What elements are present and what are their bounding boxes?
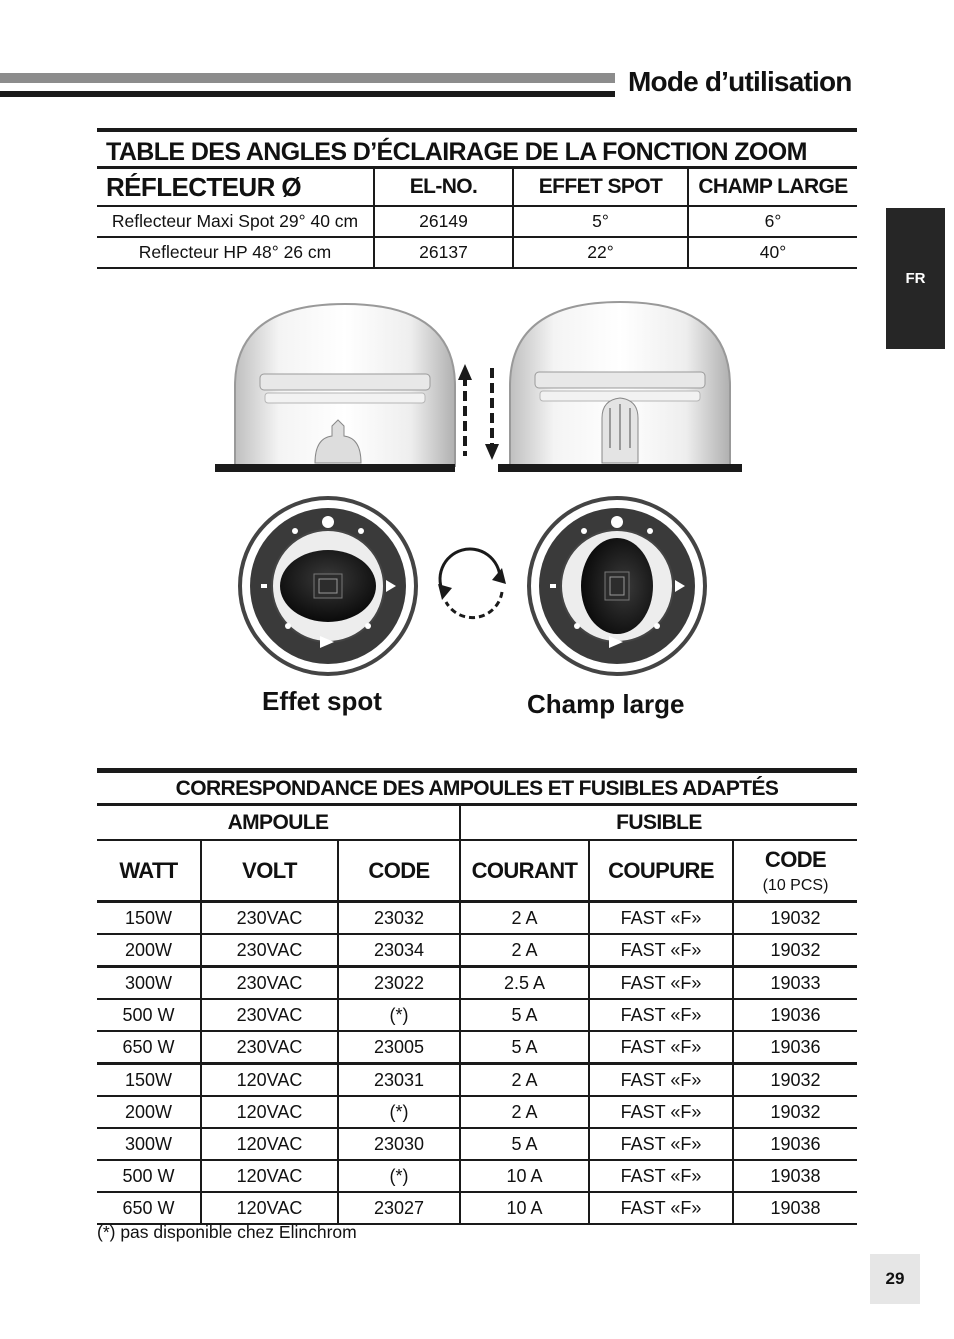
page-title: Mode d’utilisation: [628, 66, 852, 97]
table-cell: 150W: [97, 1065, 202, 1095]
table-cell: 150W: [97, 903, 202, 933]
table-cell: 23032: [339, 903, 461, 933]
table-cell: 23034: [339, 935, 461, 965]
table-cell: FAST «F»: [590, 1097, 734, 1127]
table-cell: FAST «F»: [590, 1193, 734, 1223]
header-courant: COURANT: [461, 841, 590, 900]
table-cell: 19032: [770, 907, 821, 928]
table-cell: 650 W: [97, 1032, 202, 1062]
table-row: [97, 1097, 857, 1129]
table-cell: 2 A: [461, 1065, 590, 1095]
caption-effet-spot: Effet spot: [262, 686, 382, 716]
table-cell: 300W: [97, 968, 202, 998]
table-cell: 23027: [339, 1193, 461, 1223]
table-cell: (*): [339, 1000, 461, 1030]
table-cell: 19033: [770, 972, 821, 993]
table-cell: 5 A: [461, 1032, 590, 1062]
table-cell: 120VAC: [202, 1193, 339, 1223]
header-coupure: COUPURE: [590, 841, 734, 900]
table-cell: 19032: [770, 1101, 821, 1122]
table-cell: 230VAC: [202, 935, 339, 965]
header-effet-spot: EFFET SPOT: [514, 169, 689, 205]
zoom-illustration: [210, 298, 750, 678]
table-cell: 22°: [514, 238, 689, 267]
table-cell: 120VAC: [202, 1129, 339, 1159]
table-cell: Reflecteur HP 48° 26 cm: [97, 238, 375, 267]
table-cell: 300W: [97, 1129, 202, 1159]
table-cell: 23022: [339, 968, 461, 998]
header-black-rule: [0, 91, 615, 97]
table-cell: 19038: [770, 1165, 821, 1186]
table-cell: 200W: [97, 1097, 202, 1127]
table-row: [97, 1161, 857, 1193]
table-cell: 650 W: [97, 1193, 202, 1223]
table-cell: 230VAC: [202, 903, 339, 933]
bulbs-fuses-table-title: CORRESPONDANCE DES AMPOULES ET FUSIBLES ADAPTÉS: [175, 777, 779, 800]
zoom-knob-spot-icon: [240, 498, 416, 674]
zoom-angles-table: [97, 128, 857, 269]
table-cell: 200W: [97, 935, 202, 965]
table-cell: 5 A: [461, 1129, 590, 1159]
group-ampoule: AMPOULE: [97, 806, 461, 839]
table-cell: FAST «F»: [590, 1161, 734, 1191]
table-cell: 19036: [770, 1036, 821, 1057]
page-number: 29: [870, 1254, 920, 1304]
table-cell: 19036: [770, 1133, 821, 1154]
table-cell: 19038: [770, 1197, 821, 1218]
table-cell: FAST «F»: [590, 968, 734, 998]
table-cell: 2 A: [461, 903, 590, 933]
table-cell: FAST «F»: [590, 1065, 734, 1095]
language-tab: [886, 208, 945, 349]
header-fuse-code: [734, 841, 857, 900]
table-cell: 500 W: [97, 1000, 202, 1030]
table-cell: 230VAC: [202, 1000, 339, 1030]
header-fuse-code-sub: (10 PCS): [762, 876, 829, 894]
bulbs-fuses-table: [97, 768, 857, 1225]
rotate-arrows-icon: [438, 549, 506, 618]
table-cell: 19036: [770, 1004, 821, 1025]
table-cell: 500 W: [97, 1161, 202, 1191]
language-tab-label: FR: [905, 270, 926, 287]
header-watt: WATT: [97, 841, 202, 900]
table-cell: FAST «F»: [590, 935, 734, 965]
header-reflector: RÉFLECTEUR Ø: [97, 169, 375, 205]
table-cell: 2.5 A: [461, 968, 590, 998]
table-row: [97, 1129, 857, 1161]
header-fuse-code-label: CODE: [764, 846, 827, 872]
table-row: [97, 903, 857, 935]
table-cell: 19032: [770, 1069, 821, 1090]
table-row: [97, 1032, 857, 1065]
table-cell: 19032: [770, 939, 821, 960]
table-cell: 5 A: [461, 1000, 590, 1030]
table-cell: 5°: [514, 207, 689, 236]
table-cell: FAST «F»: [590, 1129, 734, 1159]
table-cell: 10 A: [461, 1161, 590, 1191]
table-cell: 23031: [339, 1065, 461, 1095]
zoom-angles-header-row: [97, 169, 857, 207]
table-cell: 23005: [339, 1032, 461, 1062]
table-row: [97, 935, 857, 968]
table-cell: 120VAC: [202, 1097, 339, 1127]
zoom-direction-arrows-icon: [458, 364, 499, 460]
table-cell: (*): [339, 1097, 461, 1127]
table-row: [97, 968, 857, 1000]
header-champ-large: CHAMP LARGE: [698, 175, 848, 198]
table-cell: 26149: [375, 207, 514, 236]
table-cell: 26137: [375, 238, 514, 267]
table-row: [97, 1193, 857, 1225]
table-cell: FAST «F»: [590, 903, 734, 933]
group-fusible: FUSIBLE: [616, 810, 702, 834]
table-cell: 40°: [759, 242, 787, 262]
glass-dome-right-icon: [498, 302, 742, 472]
table-cell: Reflecteur Maxi Spot 29° 40 cm: [97, 207, 375, 236]
header-grey-rule: [0, 73, 615, 83]
zoom-angles-table-title: TABLE DES ANGLES D’ÉCLAIRAGE DE LA FONCTION ZOOM: [106, 138, 807, 166]
header-volt: VOLT: [202, 841, 339, 900]
table-cell: FAST «F»: [590, 1032, 734, 1062]
header-code: CODE: [339, 841, 461, 900]
table-row: [97, 1065, 857, 1097]
table-cell: 10 A: [461, 1193, 590, 1223]
table-cell: 6°: [764, 211, 782, 231]
table-cell: 23030: [339, 1129, 461, 1159]
group-header-row: [97, 806, 857, 841]
table-cell: 230VAC: [202, 968, 339, 998]
glass-dome-left-icon: [215, 304, 455, 472]
column-header-row: [97, 841, 857, 903]
zoom-knob-wide-icon: [529, 498, 705, 674]
table-row: [97, 238, 857, 269]
table-cell: FAST «F»: [590, 1000, 734, 1030]
table-cell: 120VAC: [202, 1161, 339, 1191]
table-cell: 2 A: [461, 935, 590, 965]
footnote: (*) pas disponible chez Elinchrom: [97, 1222, 357, 1242]
table-row: [97, 207, 857, 238]
table-cell: (*): [339, 1161, 461, 1191]
caption-champ-large: Champ large: [527, 689, 685, 719]
table-row: [97, 1000, 857, 1032]
bulbs-table-body: [97, 903, 857, 1225]
header-el-no: EL-NO.: [375, 169, 514, 205]
table-cell: 120VAC: [202, 1065, 339, 1095]
table-cell: 2 A: [461, 1097, 590, 1127]
table-cell: 230VAC: [202, 1032, 339, 1062]
